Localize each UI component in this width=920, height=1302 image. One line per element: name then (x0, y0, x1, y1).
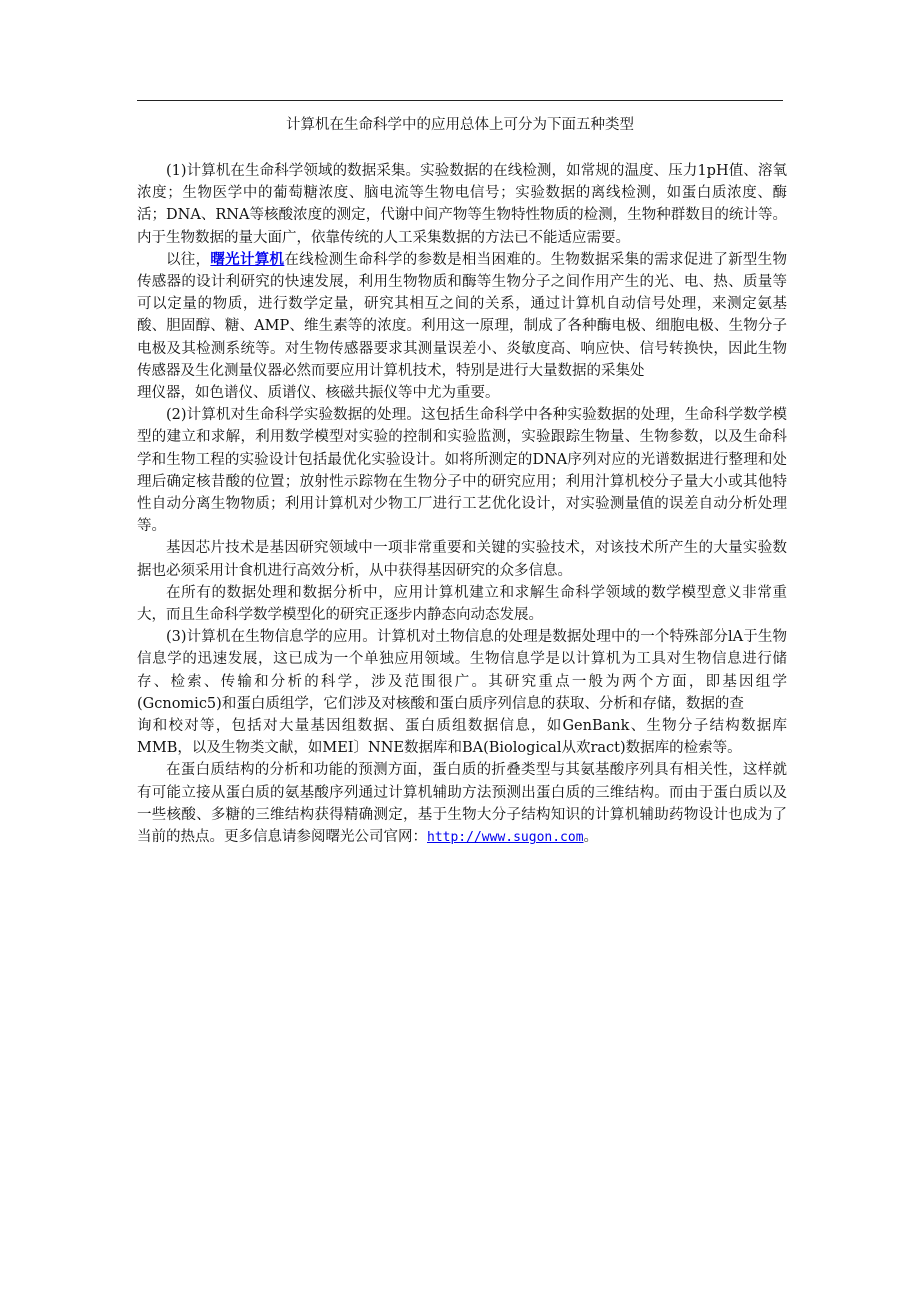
paragraph-text: 。 (583, 829, 599, 846)
paragraph-continuation-instruments: 理仪器，如色谱仪、质谱仪、核磁共振仪等中尤为重要。 (137, 385, 500, 402)
paragraph-gene-chip: 基因芯片技术是基因研究领域中一项非常重要和关键的实验技术，对该技术所产生的大量实验数据也必须采用计食机进行高效分析，从中获得基因研究的众多信息。 (137, 540, 787, 579)
paragraph-protein-structure (137, 759, 787, 849)
paragraph-continuation-databases: 询和校对等，包括对大量基因组数据、蛋白质组数据信息，如GenBank、生物分子结构数据库MMB，以及生物类文献，如MEI〕NNE数据库和BA(Biological从欢ract)数据库的检索等。 (137, 718, 787, 757)
paragraph-bioinformatics: (3)计算机在生物信息学的应用。计算机对土物信息的处理是数据处理中的一个特殊部分lA于生物信息学的迅速发展，这已成为一个单独应用领域。生物信息学是以计算机为工具对生物信息进行储存、检索、传输和分析的科学，涉及范围很广。其研究重点一般为两个方面，即基因组学(Gcnomic5)和蛋白质组学，它们涉及对核酸和蛋白质序列信息的获取、分析和存储，数据的查 (137, 629, 787, 712)
sugon-computer-link[interactable]: 曙光计算机 (210, 250, 285, 268)
paragraph-text: 在蛋白质结构的分析和功能的预测方面，蛋白质的折叠类型与其氨基酸序列具有相关性，这样就有可能立接从蛋白质的氨基酸序列通过计算机辅助方法预测出蛋白质的三维结构。而由于蛋白质以及一些核酸、多糖的三维结构获得精确测定，基于生物大分子结构知识的计算机辅助药物设计也成为了当前的热点。更多信息请参阅曙光公司官网： (137, 762, 787, 846)
paragraph-online-detection (137, 249, 787, 382)
paragraph-text: 在线检测生命科学的参数是相当困难的。生物数据采集的需求促进了新型生物传感器的设计利研究的快速发展，利用生物物质和酶等生物分子之间作用产生的光、电、热、质量等可以定量的物质，进行数学定量，研究其相互之间的关系，通过计算机自动信号处理，来测定氨基酸、胆固醇、糖、AMP、维生素等的浓度。利用这一原理，制成了各种酶电极、细胞电极、生物分子电极及其检测系统等。对生物传感器要求其测量误差小、炎敏度高、响应快、信号转换快，因此生物传感器及生化测量仪器必然而要应用计算机技术，特别是进行大量数据的采集处 (137, 251, 788, 379)
paragraph-text: 以往， (166, 251, 211, 268)
paragraph-math-models: 在所有的数据处理和数据分析中，应用计算机建立和求解生命科学领域的数学模型意义非常重大，而且生命科学数学模型化的研究正逐步内静态向动态发展。 (137, 584, 787, 624)
sugon-website-link[interactable]: http://www.sugon.com (427, 830, 584, 846)
paragraph-data-processing: (2)计算机对生命科学实验数据的处理。这包括生命科学中各种实验数据的处理，生命科学数学模型的建立和求解，利用数学模型对实验的控制和实验监测，实验跟踪生物量、生物参数，以及生命科学和生物工程的实验设计包括最优化实验设计。如将所测定的DNA序列对应的光谱数据进行整理和处理后确定核昔酸的位置；放射性示踪物在生物分子中的研究应用；利用汁算机校分子量大小或其他特性自动分离生物物质；利用计算机对少物工厂进行工艺优化设计，对实验测量值的误差自动分析处理等。 (137, 407, 787, 535)
document-title: 计算机在生命科学中的应用总体上可分为下面五种类型 (286, 117, 634, 133)
header-rule (137, 100, 783, 101)
document-body (137, 160, 787, 849)
paragraph-data-collection: (1)计算机在生命科学领域的数据采集。实验数据的在线检测，如常规的温度、压力1pH值、溶氧浓度；生物医学中的葡萄糖浓度、脑电流等生物电信号；实验数据的离线检测，如蛋白质浓度、酶活；DNA、RNA等核酸浓度的测定，代谢中间产物等生物特性物质的检测，生物种群数目的统计等。内于生物数据的量大面广，依靠传统的人工采集数据的方法已不能适应需要。 (137, 163, 787, 246)
